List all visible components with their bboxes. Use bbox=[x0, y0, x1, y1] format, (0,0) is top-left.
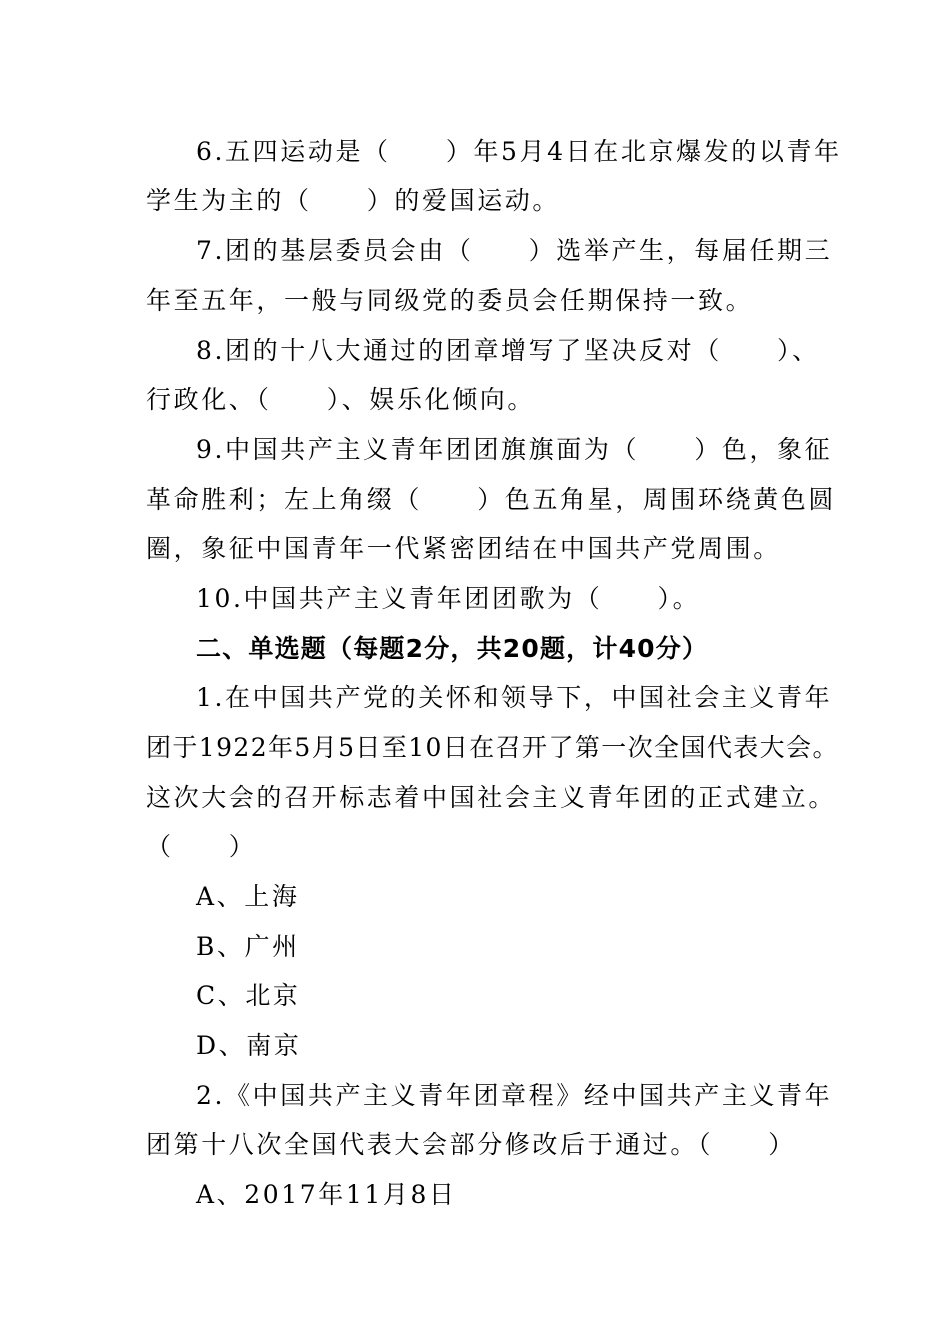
choice-question-1-option-c: C、北京 bbox=[196, 981, 301, 1010]
choice-question-2-option-a: A、2017年11月8日 bbox=[196, 1180, 457, 1209]
choice-question-1-line-3: 这次大会的召开标志着中国社会主义青年团的正式建立。 bbox=[146, 783, 837, 812]
choice-question-2-line-1: 2.《中国共产主义青年团章程》经中国共产主义青年 bbox=[196, 1081, 833, 1110]
choice-question-1-line-2: 团于1922年5月5日至10日在召开了第一次全国代表大会。 bbox=[146, 733, 839, 762]
question-9-line-3: 圈，象征中国青年一代紧密团结在中国共产党周围。 bbox=[146, 534, 781, 563]
choice-question-1-line-1: 1.在中国共产党的关怀和领导下，中国社会主义青年 bbox=[196, 683, 833, 712]
choice-question-1-line-4: （ ） bbox=[146, 832, 257, 861]
choice-question-1-option-d: D、南京 bbox=[196, 1031, 302, 1060]
question-8-line-1: 8.团的十八大通过的团章增写了坚决反对（ ）、 bbox=[196, 336, 820, 365]
question-7-line-1: 7.团的基层委员会由（ ）选举产生，每届任期三 bbox=[196, 236, 833, 265]
question-9-line-2: 革命胜利；左上角缀（ ）色五角星，周围环绕黄色圆 bbox=[146, 485, 837, 514]
choice-question-2-line-2: 团第十八次全国代表大会部分修改后于通过。（ ） bbox=[146, 1130, 796, 1159]
question-8-line-2: 行政化、（ ）、娱乐化倾向。 bbox=[146, 385, 536, 414]
question-9-line-1: 9.中国共产主义青年团团旗旗面为（ ）色，象征 bbox=[196, 435, 833, 464]
choice-question-1-option-a: A、上海 bbox=[196, 882, 300, 911]
choice-question-1-option-b: B、广州 bbox=[196, 932, 300, 961]
section-heading: 二、单选题（每题2分，共20题，计40分） bbox=[196, 634, 709, 663]
question-10-line-1: 10.中国共产主义青年团团歌为（ ）。 bbox=[196, 584, 701, 613]
question-6-line-2: 学生为主的（ ）的爱国运动。 bbox=[146, 186, 561, 215]
question-6-line-1: 6.五四运动是（ ）年5月4日在北京爆发的以青年 bbox=[196, 137, 842, 166]
question-7-line-2: 年至五年，一般与同级党的委员会任期保持一致。 bbox=[146, 286, 754, 315]
